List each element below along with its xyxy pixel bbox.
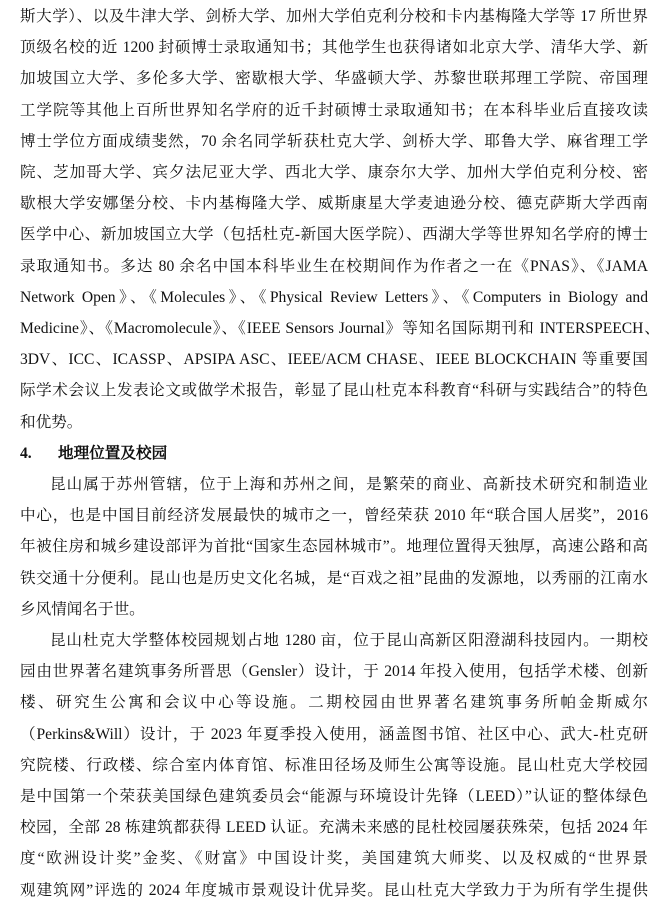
text-line: 楼、研究生公寓和会议中心等设施。二期校园由世界著名建筑事务所帕金斯威尔 (20, 694, 648, 712)
text-line: 工学院等其他上百所世界知名学府的近千封硕博士录取通知书；在本科毕业后直接攻读 (20, 101, 648, 119)
text-line: 加坡国立大学、多伦多大学、密歇根大学、华盛顿大学、苏黎世联邦理工学院、帝国理 (20, 70, 648, 88)
text-line: 度“欧洲设计奖”金奖、《财富》中国设计奖，美国建筑大师奖、以及权威的“世界景 (20, 850, 648, 868)
text-line: 院、芝加哥大学、宾夕法尼亚大学、西北大学、康奈尔大学、加州大学伯克利分校、密 (20, 164, 648, 181)
text-line: 究院楼、行政楼、综合室内体育馆、标准田径场及师生公寓等设施。昆山杜克大学校园 (20, 756, 648, 774)
text-line: 和优势。 (20, 413, 83, 431)
text-line: （Perkins&Will）设计，于 2023 年夏季投入使用，涵盖图书馆、社区中心、武大-杜克研 (20, 725, 648, 743)
text-line: 歇根大学安娜堡分校、卡内基梅隆大学、威斯康星大学麦迪逊分校、德克萨斯大学西南 (20, 195, 648, 213)
text-line: 中心，也是中国目前经济发展最快的城市之一，曾经荣获 2010 年“联合国人居奖”，2016 (20, 507, 648, 525)
text-line: 是中国第一个荣获美国绿色建筑委员会“能源与环境设计先锋（LEED）”认证的整体绿色 (20, 788, 648, 805)
text-line: 3DV、ICC、ICASSP、APSIPA ASC、IEEE/ACM CHASE、IEEE BLOCKCHAIN 等重要国 (20, 351, 648, 369)
text-line: 际学术会议上发表论文或做学术报告，彰显了昆山杜克本科教育“科研与实践结合”的特色 (20, 382, 648, 400)
text-line: Medicine》、《Macromolecule》、《IEEE Sensors Journal》等知名国际期刊和 INTERSPEECH、 (20, 320, 660, 337)
section-number: 4. (20, 444, 32, 462)
text-line: 校园，全部 28 栋建筑都获得 LEED 认证。充满未来感的昆杜校园屡获殊荣，包括 2024 年 (20, 819, 648, 837)
text-line: 博士学位方面成绩斐然，70 余名同学斩获杜克大学、剑桥大学、耶鲁大学、麻省理工学 (20, 132, 648, 150)
text-line: 园由世界著名建筑事务所晋思（Gensler）设计，于 2014 年投入使用，包括学术楼、创新 (20, 663, 648, 681)
text-line: 乡风情闻名于世。 (20, 600, 145, 618)
section-heading (20, 442, 167, 466)
text-line: 昆山属于苏州管辖，位于上海和苏州之间，是繁荣的商业、高新技术研究和制造业 (50, 476, 648, 493)
section-title: 地理位置及校园 (58, 444, 168, 462)
text-line: 顶级名校的近 1200 封硕博士录取通知书；其他学生也获得诸如北京大学、清华大学、新 (20, 39, 648, 57)
text-line: 斯大学）、以及牛津大学、剑桥大学、加州大学伯克利分校和卡内基梅隆大学等 17 所世界 (20, 8, 648, 25)
text-line: Network Open》、《Molecules》、《Physical Review Letters》、《Computers in Biology and (20, 288, 648, 306)
text-line: 录取通知书。多达 80 余名中国本科毕业生在校期间作为作者之一在《PNAS》、《JAMA (20, 257, 648, 275)
text-line: 昆山杜克大学整体校园规划占地 1280 亩，位于昆山高新区阳澄湖科技园内。一期校 (50, 632, 648, 649)
text-line: 铁交通十分便利。昆山也是历史文化名城，是“百戏之祖”昆曲的发源地，以秀丽的江南水 (20, 569, 648, 587)
text-line: 医学中心、新加坡国立大学（包括杜克-新国大医学院）、西湖大学等世界知名学府的博士 (20, 226, 648, 244)
text-line: 观建筑网”评选的 2024 年度城市景观设计优异奖。昆山杜克大学致力于为所有学生提供 (20, 881, 648, 899)
text-line: 年被住房和城乡建设部评为首批“国家生态园林城市”。地理位置得天独厚，高速公路和高 (20, 538, 648, 556)
